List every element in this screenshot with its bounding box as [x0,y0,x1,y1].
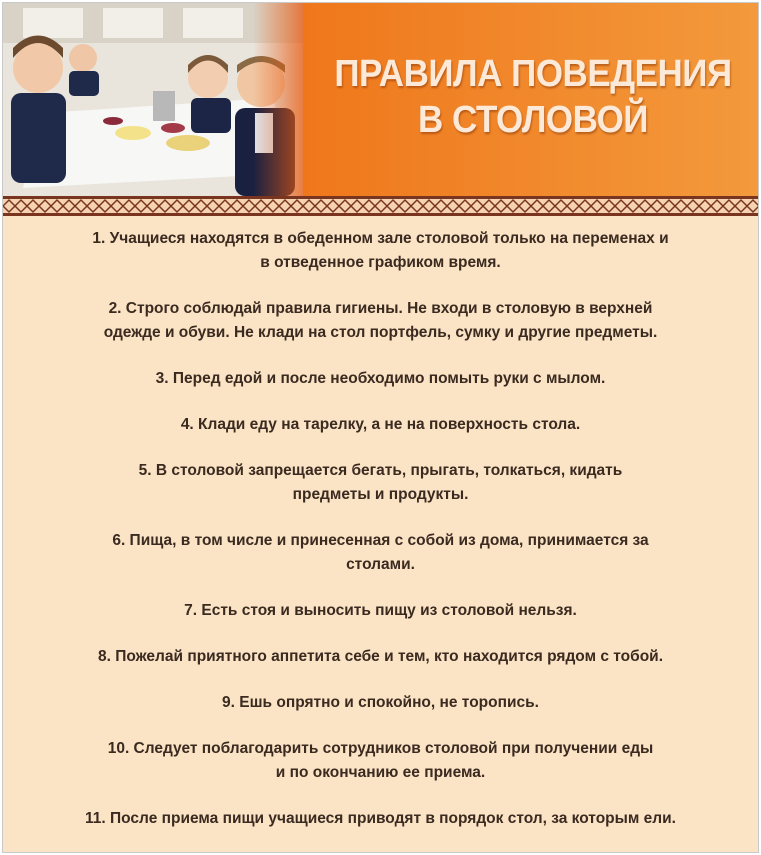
rule-item [3,227,758,275]
rule-item [3,691,758,715]
rule-text-line: одежде и обуви. Не клади на стол портфель, сумку и другие предметы. [103,324,658,341]
rule-text-line: 7. Есть стоя и выносить пищу из столовой нельзя. [184,602,577,619]
rule-text-line: 6. Пища, в том числе и принесенная с собой из дома, принимается за [112,532,649,549]
rule-item [3,599,758,623]
rule-item [3,529,758,577]
rule-text-line: 5. В столовой запрещается бегать, прыгать, толкаться, кидать [138,462,623,479]
header-banner [3,3,758,196]
ornament-border [3,196,758,216]
rule-text-line: и по окончанию ее приема. [275,764,486,781]
rule-item [3,297,758,345]
title-line-2: В СТОЛОВОЙ [418,99,648,141]
rule-text-line: 9. Ешь опрятно и спокойно, не торопись. [222,694,539,711]
rule-text-line: в отведенное графиком время. [260,254,501,271]
rule-item [3,737,758,785]
rule-item [3,367,758,391]
rule-text-line: 10. Следует поблагодарить сотрудников столовой при получении еды [107,740,654,757]
rule-item [3,645,758,669]
page-title [326,51,740,143]
rule-text-line: столами. [346,556,415,573]
rule-text-line: 3. Перед едой и после необходимо помыть руки с мылом. [155,370,606,387]
rule-item [3,807,758,831]
rule-text-line: предметы и продукты. [292,486,469,503]
rule-text-line: 11. После приема пищи учащиеся приводят в порядок стол, за которым ели. [85,810,676,827]
rule-item [3,413,758,437]
rule-item [3,459,758,507]
rule-text-line: 4. Клади еду на тарелку, а не на поверхность стола. [180,416,581,433]
poster [2,2,759,853]
rule-text-line: 8. Пожелай приятного аппетита себе и тем, кто находится рядом с тобой. [97,648,664,665]
rule-text-line: 2. Строго соблюдай правила гигиены. Не входи в столовую в верхней [108,300,653,317]
title-line-1: ПРАВИЛА ПОВЕДЕНИЯ [334,53,732,95]
rules-list [3,227,758,831]
photo-fade-overlay [253,3,303,196]
rule-text-line: 1. Учащиеся находятся в обеденном зале столовой только на переменах и [92,230,669,247]
canteen-photo [3,3,303,196]
